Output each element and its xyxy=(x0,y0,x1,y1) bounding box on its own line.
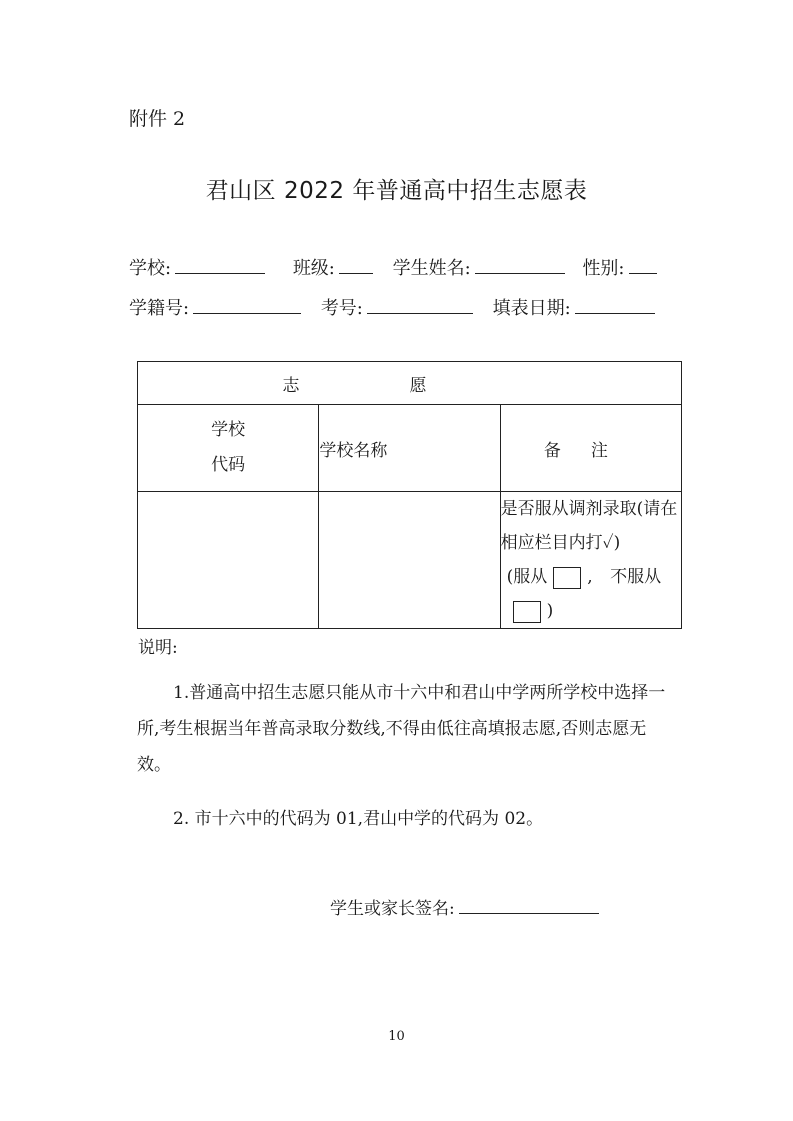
page-number: 10 xyxy=(388,1029,405,1044)
student-id-blank[interactable] xyxy=(193,299,301,314)
gender-label: 性别: xyxy=(582,258,625,279)
form-line-1 xyxy=(129,254,657,280)
form-line-2 xyxy=(129,294,655,320)
exam-no-label: 考号: xyxy=(320,298,363,319)
close-paren: ) xyxy=(546,601,554,621)
remark-text: 是否服从调剂录取(请在相应栏目内打✓) xyxy=(500,499,678,553)
separator: , xyxy=(587,567,593,587)
class-blank[interactable] xyxy=(339,259,373,274)
obey-checkbox[interactable] xyxy=(553,567,581,589)
student-id-label: 学籍号: xyxy=(129,298,190,319)
class-label: 班级: xyxy=(292,258,335,279)
fill-date-blank[interactable] xyxy=(575,299,655,314)
disobey-label: 不服从 xyxy=(610,567,662,587)
table-header: 志愿 xyxy=(138,362,682,405)
note-item-2: 2. 市十六中的代码为 01,君山中学的代码为 02。 xyxy=(173,809,544,829)
appendix-label: 附件 2 xyxy=(129,108,186,130)
student-name-blank[interactable] xyxy=(475,259,565,274)
signature-line xyxy=(330,894,599,919)
school-name-cell[interactable] xyxy=(319,492,500,629)
school-code-header-line2: 代码 xyxy=(211,455,246,475)
note-item-1: 1.普通高中招生志愿只能从市十六中和君山中学两所学校中选择一所,考生根据当年普高录取分数线,不得由低往高填报志愿,否则志愿无效。 xyxy=(137,683,666,775)
school-code-header xyxy=(138,405,319,492)
school-code-header-line1: 学校 xyxy=(211,420,246,440)
notes-label: 说明: xyxy=(138,638,178,658)
school-name-header: 学校名称 xyxy=(319,405,500,492)
disobey-checkbox[interactable] xyxy=(513,601,541,623)
gender-blank[interactable] xyxy=(629,259,657,274)
page-title: 君山区 2022 年普通高中招生志愿表 xyxy=(205,178,588,204)
signature-label: 学生或家长签名: xyxy=(330,899,455,919)
obey-label: (服从 xyxy=(506,567,548,587)
student-name-label: 学生姓名: xyxy=(392,258,471,279)
fill-date-label: 填表日期: xyxy=(492,298,571,319)
exam-no-blank[interactable] xyxy=(367,299,473,314)
obey-options xyxy=(501,560,681,628)
school-label: 学校: xyxy=(129,258,172,279)
school-code-cell[interactable] xyxy=(138,492,319,629)
remarks-header: 备注 xyxy=(500,405,681,492)
school-blank[interactable] xyxy=(175,259,265,274)
remarks-cell xyxy=(500,492,681,629)
signature-blank[interactable] xyxy=(459,899,599,914)
application-table xyxy=(137,361,682,629)
